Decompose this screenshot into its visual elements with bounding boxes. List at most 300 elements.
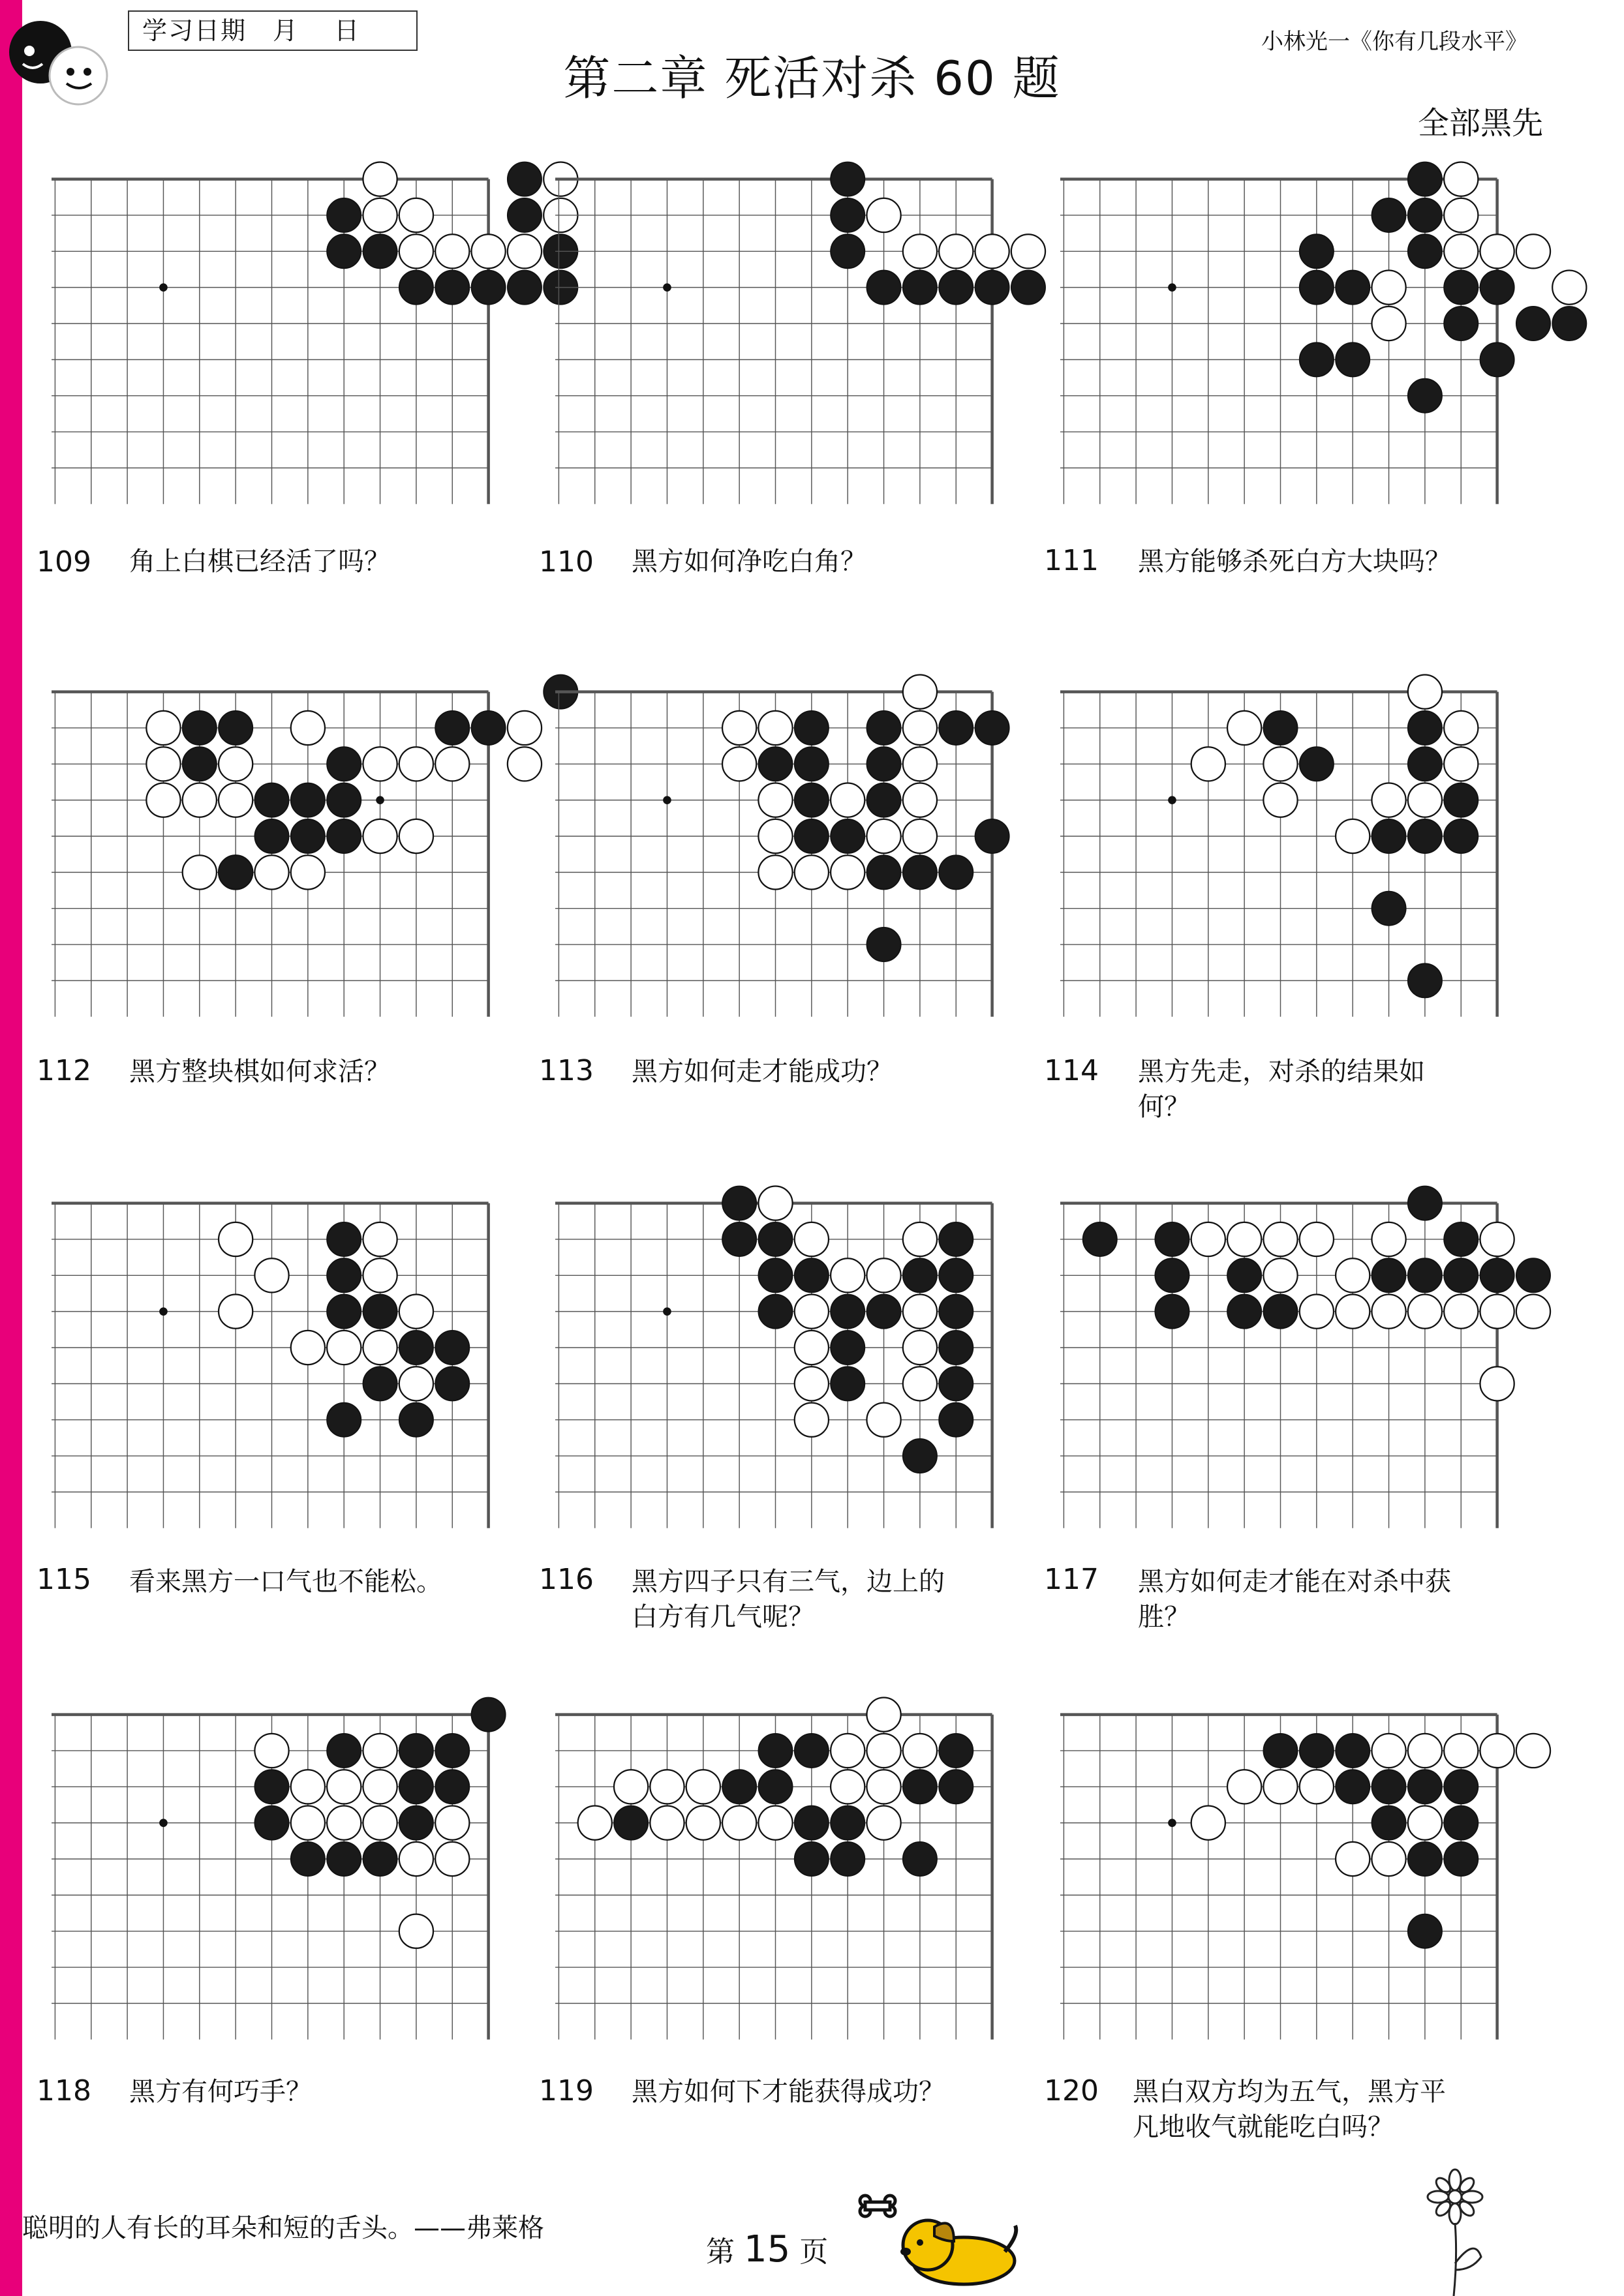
study-date-box: 学习日期 月 日: [128, 10, 418, 51]
white-stone: [758, 711, 792, 745]
white-stone: [399, 819, 433, 853]
white-stone: [291, 1331, 325, 1365]
go-board-112: [26, 672, 535, 1024]
white-stone: [866, 1698, 900, 1732]
black-stone: [866, 747, 900, 781]
black-stone: [1552, 307, 1586, 340]
problem-question: 黑方整块棋如何求活？: [129, 1057, 390, 1087]
white-stone: [1371, 307, 1405, 340]
white-stone: [1408, 783, 1442, 817]
black-stone: [866, 711, 900, 745]
black-stone: [939, 1258, 973, 1292]
black-stone: [435, 1367, 469, 1400]
black-stone: [1300, 234, 1334, 268]
white-stone: [866, 198, 900, 232]
black-stone: [327, 819, 361, 853]
black-stone: [939, 711, 973, 745]
black-stone: [399, 1331, 433, 1365]
black-stone: [795, 819, 829, 853]
white-stone: [758, 1806, 792, 1840]
black-stone: [831, 198, 865, 232]
white-stone: [219, 783, 253, 817]
problem-question: 角上白棋已经活了吗？: [129, 547, 390, 577]
black-stone: [363, 1842, 397, 1876]
black-stone: [327, 1842, 361, 1876]
black-stone: [399, 1734, 433, 1768]
white-stone: [472, 234, 506, 268]
white-stone: [795, 1222, 829, 1256]
white-stone: [1191, 1222, 1225, 1256]
black-stone: [435, 271, 469, 305]
white-stone: [1516, 1295, 1550, 1329]
black-stone: [1371, 819, 1405, 853]
white-stone: [831, 783, 865, 817]
black-stone: [1336, 1734, 1370, 1768]
white-stone: [795, 1295, 829, 1329]
black-stone: [183, 747, 217, 781]
white-stone: [327, 1806, 361, 1840]
white-stone: [866, 1258, 900, 1292]
white-stone: [722, 1806, 756, 1840]
white-stone: [758, 819, 792, 853]
white-stone: [291, 1770, 325, 1804]
black-stone: [831, 1842, 865, 1876]
page-number-value: 15: [744, 2228, 791, 2271]
white-stone: [363, 1806, 397, 1840]
footer-quote: 聪明的人有长的耳朵和短的舌头。——弗莱格: [22, 2213, 544, 2243]
white-stone: [254, 855, 288, 889]
problem-question: 黑方四子只有三气，边上的白方有几气呢？: [632, 1567, 945, 1632]
problem-number: 110: [539, 545, 594, 579]
black-stone: [758, 1222, 792, 1256]
white-stone: [254, 1734, 288, 1768]
white-stone: [327, 1331, 361, 1365]
white-stone: [903, 711, 937, 745]
black-stone: [1336, 342, 1370, 376]
black-stone: [939, 1734, 973, 1768]
white-stone: [1300, 1222, 1334, 1256]
black-stone: [1371, 198, 1405, 232]
problem-number: 112: [37, 1054, 91, 1087]
black-stone: [1300, 1734, 1334, 1768]
black-stone: [1444, 1770, 1478, 1804]
problem-number: 116: [539, 1563, 594, 1596]
white-stone: [435, 747, 469, 781]
black-stone: [758, 1258, 792, 1292]
black-stone: [254, 1770, 288, 1804]
black-stone: [758, 1295, 792, 1329]
white-stone: [219, 1295, 253, 1329]
white-stone: [578, 1806, 612, 1840]
problem-question: 黑白双方均为五气，黑方平凡地收气就能吃白吗？: [1133, 2077, 1446, 2142]
black-stone: [472, 1698, 506, 1732]
problem-question: 黑方如何走才能成功？: [632, 1057, 893, 1087]
white-stone: [291, 855, 325, 889]
white-stone: [614, 1770, 648, 1804]
black-stone: [831, 234, 865, 268]
white-stone: [866, 1806, 900, 1840]
black-stone: [1408, 234, 1442, 268]
white-stone: [1263, 1258, 1297, 1292]
black-stone: [435, 1770, 469, 1804]
white-stone: [1336, 1258, 1370, 1292]
black-stone: [722, 1186, 756, 1220]
problem-question: 黑方先走，对杀的结果如何？: [1138, 1057, 1425, 1122]
white-stone: [1191, 1806, 1225, 1840]
black-stone: [866, 271, 900, 305]
go-board-116: [530, 1183, 1039, 1535]
white-stone: [1516, 234, 1550, 268]
white-stone: [758, 1186, 792, 1220]
go-board-109: [26, 159, 535, 511]
black-stone: [903, 855, 937, 889]
star-point: [1168, 283, 1176, 292]
black-stone: [1408, 1186, 1442, 1220]
white-stone: [435, 234, 469, 268]
black-stone: [1444, 819, 1478, 853]
black-stone: [1408, 747, 1442, 781]
go-board-110: [530, 159, 1039, 511]
white-stone: [650, 1806, 684, 1840]
star-point: [1168, 796, 1176, 804]
black-stone: [795, 1734, 829, 1768]
white-stone: [1336, 1295, 1370, 1329]
white-stone: [1336, 819, 1370, 853]
white-stone: [1408, 675, 1442, 709]
black-stone: [758, 1734, 792, 1768]
white-stone: [903, 1295, 937, 1329]
white-stone: [1227, 711, 1261, 745]
black-stone: [866, 928, 900, 961]
white-stone: [1408, 1295, 1442, 1329]
white-stone: [1444, 747, 1478, 781]
white-stone: [903, 1222, 937, 1256]
white-stone: [363, 1770, 397, 1804]
black-stone: [1336, 1770, 1370, 1804]
problem-question: 黑方能够杀死白方大块吗？: [1138, 547, 1451, 577]
black-stone: [866, 783, 900, 817]
white-stone: [1444, 1295, 1478, 1329]
black-stone: [1408, 1842, 1442, 1876]
white-stone: [1480, 1367, 1514, 1400]
black-stone: [327, 1222, 361, 1256]
white-stone: [1336, 1842, 1370, 1876]
white-stone: [1444, 234, 1478, 268]
page-number: [706, 2228, 828, 2271]
black-stone: [327, 747, 361, 781]
black-stone: [1408, 1770, 1442, 1804]
go-board-111: [1035, 159, 1544, 511]
black-stone: [254, 783, 288, 817]
white-stone: [1371, 1222, 1405, 1256]
black-stone: [1371, 1258, 1405, 1292]
black-stone: [1227, 1295, 1261, 1329]
black-stone: [903, 1258, 937, 1292]
white-stone: [831, 1734, 865, 1768]
black-stone: [327, 1403, 361, 1437]
go-board-114: [1035, 672, 1544, 1024]
white-stone: [866, 1734, 900, 1768]
white-stone: [903, 747, 937, 781]
black-stone: [975, 711, 1009, 745]
white-stone: [363, 162, 397, 196]
black-stone: [1083, 1222, 1117, 1256]
white-stone: [219, 1222, 253, 1256]
black-stone: [1444, 1222, 1478, 1256]
white-stone: [866, 1403, 900, 1437]
problem-question: 看来黑方一口气也不能松。: [129, 1567, 442, 1597]
black-stone: [939, 1295, 973, 1329]
black-stone: [1155, 1222, 1189, 1256]
black-stone: [363, 1367, 397, 1400]
black-stone: [219, 711, 253, 745]
problem-question: 黑方如何下才能获得成功？: [632, 2077, 945, 2107]
black-stone: [399, 1770, 433, 1804]
black-stone: [1444, 1258, 1478, 1292]
black-stone: [939, 855, 973, 889]
white-stone: [435, 1806, 469, 1840]
white-stone: [686, 1806, 720, 1840]
white-stone: [146, 747, 180, 781]
white-stone: [254, 1258, 288, 1292]
black-stone: [975, 819, 1009, 853]
black-stone: [1444, 271, 1478, 305]
white-stone: [363, 198, 397, 232]
black-stone: [1300, 747, 1334, 781]
white-stone: [1444, 1734, 1478, 1768]
black-stone: [1516, 1258, 1550, 1292]
white-stone: [1263, 747, 1297, 781]
white-stone: [1480, 1295, 1514, 1329]
white-stone: [399, 1367, 433, 1400]
black-stone: [219, 855, 253, 889]
black-stone: [1371, 1806, 1405, 1840]
black-stone: [1155, 1258, 1189, 1292]
white-stone: [1227, 1222, 1261, 1256]
black-stone: [363, 1295, 397, 1329]
star-point: [159, 1307, 168, 1316]
white-stone: [758, 783, 792, 817]
black-stone: [975, 271, 1009, 305]
book-credit: 小林光一《你有几段水平》: [1261, 29, 1527, 55]
black-stone: [1408, 162, 1442, 196]
black-stone: [435, 1331, 469, 1365]
white-stone: [1444, 711, 1478, 745]
black-stone: [795, 711, 829, 745]
white-stone: [758, 855, 792, 889]
black-stone: [1155, 1295, 1189, 1329]
black-stone: [866, 1295, 900, 1329]
page-prefix: 第: [706, 2235, 744, 2269]
white-stone: [686, 1770, 720, 1804]
black-stone: [327, 234, 361, 268]
black-stone: [435, 1734, 469, 1768]
flower-doodle-icon: [1409, 2166, 1520, 2296]
black-stone: [831, 1331, 865, 1365]
white-stone: [1263, 783, 1297, 817]
white-stone: [1300, 1770, 1334, 1804]
white-stone: [1371, 783, 1405, 817]
all-black-first-note: 全部黑先: [1417, 105, 1543, 142]
white-stone: [975, 234, 1009, 268]
black-stone: [722, 1222, 756, 1256]
black-stone: [291, 1842, 325, 1876]
star-point: [159, 1819, 168, 1827]
black-stone: [1408, 379, 1442, 413]
problem-number: 114: [1044, 1054, 1099, 1087]
white-stone: [903, 819, 937, 853]
white-stone: [903, 234, 937, 268]
black-stone: [831, 1367, 865, 1400]
black-stone: [1444, 307, 1478, 340]
white-stone: [795, 1403, 829, 1437]
problem-number: 120: [1044, 2074, 1099, 2107]
white-stone: [1480, 234, 1514, 268]
white-stone: [831, 1258, 865, 1292]
black-stone: [183, 711, 217, 745]
black-stone: [1371, 892, 1405, 926]
go-board-113: [530, 672, 1039, 1024]
white-stone: [363, 1258, 397, 1292]
white-stone: [903, 1331, 937, 1365]
white-stone: [183, 783, 217, 817]
star-point: [663, 1307, 671, 1316]
black-stone: [903, 1842, 937, 1876]
black-stone: [399, 271, 433, 305]
black-stone: [1336, 271, 1370, 305]
white-stone: [722, 711, 756, 745]
black-stone: [1516, 307, 1550, 340]
black-stone: [614, 1806, 648, 1840]
white-stone: [1371, 1734, 1405, 1768]
problem-question: 黑方如何净吃白角？: [632, 547, 866, 577]
go-board-115: [26, 1183, 535, 1535]
white-stone: [399, 747, 433, 781]
black-stone: [795, 747, 829, 781]
white-stone: [363, 747, 397, 781]
white-stone: [363, 1734, 397, 1768]
black-stone: [1300, 271, 1334, 305]
problem-number: 119: [539, 2074, 594, 2107]
black-stone: [831, 1806, 865, 1840]
white-stone: [795, 855, 829, 889]
white-stone: [831, 855, 865, 889]
white-stone: [939, 234, 973, 268]
black-stone: [1408, 198, 1442, 232]
black-stone: [795, 1842, 829, 1876]
white-stone: [146, 711, 180, 745]
black-stone: [254, 1806, 288, 1840]
black-stone: [903, 271, 937, 305]
white-stone: [1480, 1734, 1514, 1768]
white-stone: [1300, 1295, 1334, 1329]
white-stone: [1552, 271, 1586, 305]
white-stone: [1408, 1734, 1442, 1768]
go-board-120: [1035, 1695, 1544, 2047]
black-stone: [1444, 1842, 1478, 1876]
white-stone: [903, 1734, 937, 1768]
white-stone: [219, 747, 253, 781]
black-stone: [939, 271, 973, 305]
white-stone: [1371, 1295, 1405, 1329]
black-stone: [327, 1295, 361, 1329]
black-stone: [1263, 711, 1297, 745]
white-stone: [183, 855, 217, 889]
black-stone: [291, 819, 325, 853]
white-stone: [795, 1367, 829, 1400]
star-point: [1168, 1819, 1176, 1827]
star-point: [663, 796, 671, 804]
black-stone: [939, 1222, 973, 1256]
white-stone: [291, 711, 325, 745]
black-stone: [1480, 342, 1514, 376]
white-stone: [650, 1770, 684, 1804]
white-stone: [1408, 1806, 1442, 1840]
white-stone: [399, 1295, 433, 1329]
white-stone: [1191, 747, 1225, 781]
white-stone: [831, 1770, 865, 1804]
white-stone: [1480, 1222, 1514, 1256]
white-stone: [903, 675, 937, 709]
white-stone: [399, 234, 433, 268]
go-board-119: [530, 1695, 1039, 2047]
black-stone: [327, 783, 361, 817]
go-board-118: [26, 1695, 535, 2047]
black-stone: [399, 1806, 433, 1840]
black-stone: [472, 711, 506, 745]
problem-number: 117: [1044, 1563, 1099, 1596]
problem-number: 115: [37, 1563, 91, 1596]
black-stone: [1300, 342, 1334, 376]
black-stone: [327, 1734, 361, 1768]
black-stone: [831, 162, 865, 196]
black-stone: [831, 819, 865, 853]
black-stone: [327, 1258, 361, 1292]
problem-number: 113: [539, 1054, 594, 1087]
white-stone: [1227, 1770, 1261, 1804]
star-point: [159, 283, 168, 292]
black-stone: [758, 747, 792, 781]
white-stone: [327, 1770, 361, 1804]
black-stone: [1408, 819, 1442, 853]
black-stone: [435, 711, 469, 745]
white-stone: [363, 1222, 397, 1256]
black-stone: [399, 1403, 433, 1437]
black-stone: [1408, 1914, 1442, 1948]
go-board-117: [1035, 1183, 1544, 1535]
black-stone: [1227, 1258, 1261, 1292]
black-stone: [939, 1367, 973, 1400]
black-stone: [1263, 1734, 1297, 1768]
black-stone: [866, 855, 900, 889]
white-stone: [1371, 271, 1405, 305]
white-stone: [1516, 1734, 1550, 1768]
black-stone: [291, 783, 325, 817]
problem-number: 118: [37, 2074, 91, 2107]
problem-question: 黑方有何巧手？: [129, 2077, 312, 2107]
black-stone: [831, 1295, 865, 1329]
black-stone: [939, 1403, 973, 1437]
black-stone: [758, 1770, 792, 1804]
black-stone: [722, 1770, 756, 1804]
page-suffix: 页: [790, 2235, 829, 2269]
magenta-edge-bar: [0, 0, 22, 2296]
black-stone: [1408, 963, 1442, 997]
white-stone: [903, 783, 937, 817]
white-stone: [146, 783, 180, 817]
white-stone: [1263, 1770, 1297, 1804]
white-stone: [1444, 162, 1478, 196]
